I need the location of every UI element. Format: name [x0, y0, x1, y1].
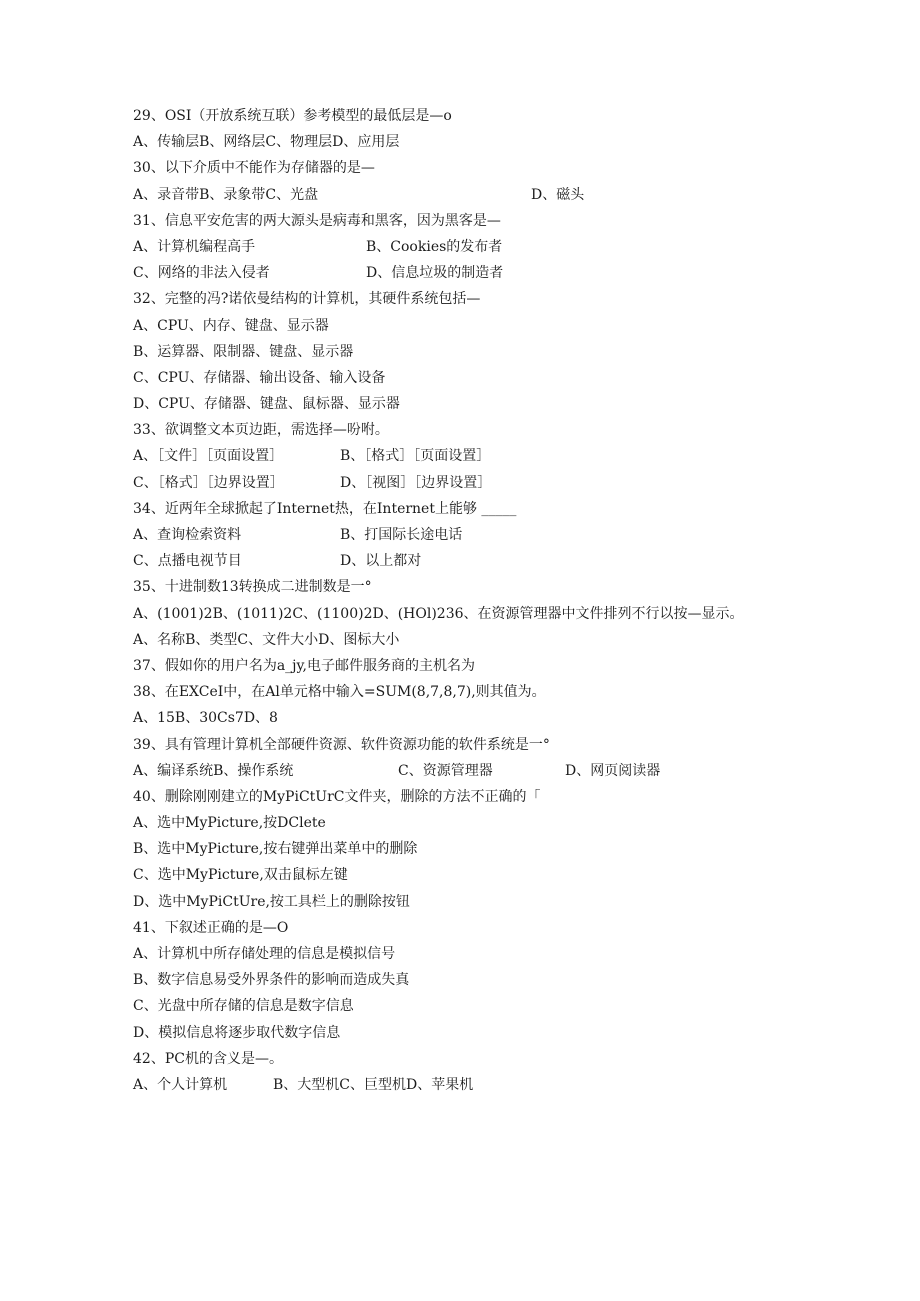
question-text: 41、下叙述正确的是—O — [133, 919, 289, 936]
option-a: A、［文件］［页面设置］ — [133, 448, 284, 465]
question-39 — [133, 732, 773, 758]
option-text: D、选中MyPiCtUre,按工具栏上的删除按钮 — [133, 893, 410, 910]
option-bcd: B、大型机C、巨型机D、苹果机 — [273, 1076, 474, 1093]
question-text: 40、删除刚刚建立的MyPiCtUrC文件夹，删除的方法不正确的「 — [133, 788, 541, 805]
option-a: A、查询检索资料 — [133, 527, 242, 543]
question-38 — [133, 679, 773, 705]
question-text: 38、在EXCeI中，在Al单元格中输入=SUM(8,7,8,7),则其值为。 — [133, 684, 546, 701]
option-40-b — [133, 836, 773, 862]
option-32-a — [133, 313, 773, 339]
option-d: D、网页阅读器 — [565, 762, 661, 779]
option-text: D、CPU、存储器、键盘、鼠标器、显示器 — [133, 396, 400, 413]
question-text: 33、欲调整文本页边距，需选择—吩咐。 — [133, 422, 389, 439]
options-39 — [133, 758, 773, 784]
question-42 — [133, 1046, 773, 1072]
option-c: C、网络的非法入侵者 — [133, 265, 270, 282]
question-text: 31、信息平安危害的两大源头是病毒和黑客，因为黑客是— — [133, 212, 501, 229]
option-text: B、运算器、限制器、键盘、显示器 — [133, 343, 354, 360]
option-40-a — [133, 810, 773, 836]
options-33-ab — [133, 443, 773, 469]
option-abc: A、录音带B、录象带C、光盘 — [133, 186, 319, 203]
options-34-cd — [133, 548, 773, 574]
option-text: A、(1001)2B、(1011)2C、(1100)2D、(HOl)236、在资源管理器中文件排列不行以按—显示。 — [133, 605, 744, 622]
option-40-c — [133, 862, 773, 888]
options-33-cd — [133, 470, 773, 496]
option-32-c — [133, 365, 773, 391]
options-34-ab — [133, 522, 773, 548]
options-38 — [133, 705, 773, 731]
option-32-b — [133, 339, 773, 365]
option-a: A、个人计算机 — [133, 1076, 228, 1093]
question-30 — [133, 155, 773, 181]
question-32 — [133, 286, 773, 312]
option-text: A、CPU、内存、键盘、显示器 — [133, 317, 329, 334]
question-text: 32、完整的冯?诺依曼结构的计算机，其硬件系统包括— — [133, 291, 481, 308]
option-text: A、选中MyPicture,按DClete — [133, 815, 326, 832]
question-text: 30、以下介质中不能作为存储器的是— — [133, 160, 375, 177]
question-41 — [133, 915, 773, 941]
question-text: 42、PC机的含义是—。 — [133, 1050, 283, 1067]
option-d: D、以上都对 — [340, 553, 422, 570]
options-29 — [133, 129, 773, 155]
option-a: A、计算机编程高手 — [133, 238, 256, 255]
question-35 — [133, 574, 773, 600]
option-text: A、计算机中所存储处理的信息是模拟信号 — [133, 946, 396, 962]
option-ab: A、编译系统B、操作系统 — [133, 762, 294, 779]
option-32-d — [133, 391, 773, 417]
option-c: C、资源管理器 — [398, 762, 493, 779]
question-29 — [133, 103, 773, 129]
option-text: A、15B、30Cs7D、8 — [133, 710, 278, 727]
option-text: A、传输层B、网络层C、物理层D、应用层 — [133, 134, 400, 151]
question-33 — [133, 417, 773, 443]
options-42 — [133, 1072, 773, 1098]
option-text: C、CPU、存储器、输出设备、输入设备 — [133, 369, 386, 386]
options-30 — [133, 182, 773, 208]
question-31 — [133, 208, 773, 234]
option-41-c — [133, 993, 773, 1019]
option-c: C、［格式］［边界设置］ — [133, 474, 284, 491]
question-34 — [133, 496, 773, 522]
option-text: D、模拟信息将逐步取代数字信息 — [133, 1024, 341, 1041]
question-40 — [133, 784, 773, 810]
option-text: C、光盘中所存储的信息是数字信息 — [133, 998, 354, 1015]
options-31-ab — [133, 234, 773, 260]
options-31-cd — [133, 260, 773, 286]
option-b: B、［格式］［页面设置］ — [340, 448, 491, 465]
option-text: C、选中MyPicture,双击鼠标左键 — [133, 867, 348, 884]
question-list — [133, 103, 773, 1098]
option-c: C、点播电视节目 — [133, 553, 242, 570]
option-text: B、数字信息易受外界条件的影响而造成失真 — [133, 972, 410, 989]
question-text: 29、OSI（开放系统互联）参考模型的最低层是—o — [133, 108, 452, 124]
options-35-and-question-36 — [133, 601, 773, 627]
option-d: D、信息垃圾的制造者 — [366, 265, 504, 282]
option-text: B、选中MyPicture,按右键弹出菜单中的删除 — [133, 841, 418, 858]
option-d: D、［视图］［边界设置］ — [340, 474, 492, 491]
question-text: 34、近两年全球掀起了Internet热，在Internet上能够 _____ — [133, 500, 517, 517]
option-b: B、Cookies的发布者 — [366, 238, 503, 255]
question-37 — [133, 653, 773, 679]
option-text: A、名称B、类型C、文件大小D、图标大小 — [133, 631, 400, 648]
option-41-d — [133, 1020, 773, 1046]
question-text: 35、十进制数13转换成二进制数是一° — [133, 579, 372, 596]
options-36 — [133, 627, 773, 653]
option-41-b — [133, 967, 773, 993]
question-text: 37、假如你的用户名为a_jy,电子邮件服务商的主机名为 — [133, 657, 476, 674]
option-40-d — [133, 889, 773, 915]
option-41-a — [133, 941, 773, 967]
question-text: 39、具有管理计算机全部硬件资源、软件资源功能的软件系统是一° — [133, 736, 550, 753]
option-d: D、磁头 — [531, 186, 585, 203]
option-b: B、打国际长途电话 — [340, 527, 463, 543]
